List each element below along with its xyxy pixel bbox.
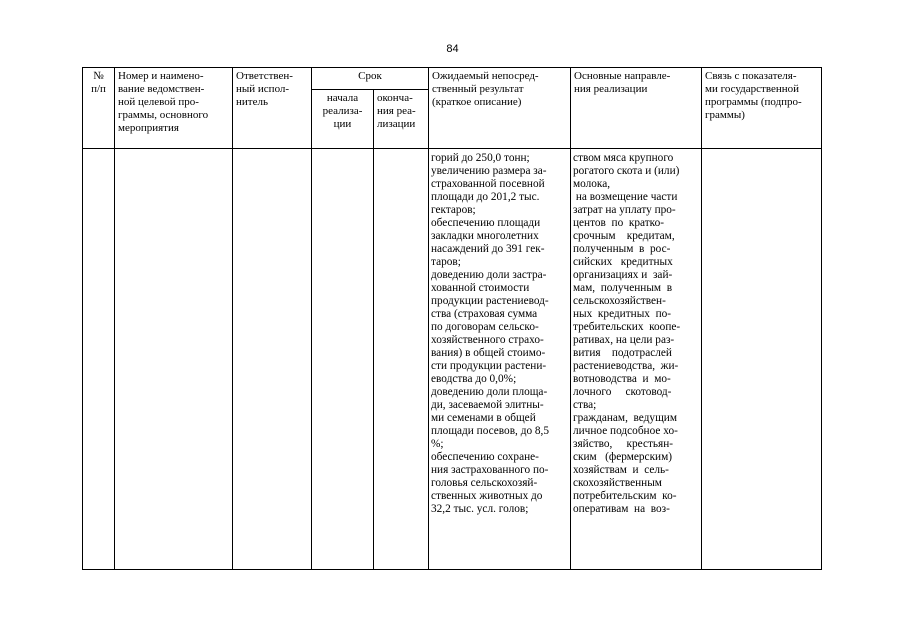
header-period: Срок [312,68,429,90]
cell-number [83,149,115,570]
cell-program [115,149,233,570]
header-link: Связь с показателя- ми государственной программы (подпро- граммы) [702,68,822,149]
cell-period-start [312,149,374,570]
header-number: № п/п [83,68,115,149]
header-period-end: оконча- ния реа- лизации [374,90,429,149]
table-row [83,149,822,570]
header-executor: Ответствен- ный испол- нитель [233,68,312,149]
cell-directions: ством мяса крупного рогатого скота и (или) молока, на возмещение части затрат на уплату про- центов по кратко- срочным кредитам, полученным в рос- сийских кредитных организациях и зай- мам, полученным в сельскохозяйствен- ных кредитных по- требительских коопе- ративах, на цели раз- вития подотраслей растениеводства, жи- вотноводства и мо- лочного скотовод- ства; гражданам, ведущим личное подсобное хо- зяйство, крестьян- ским (фермерским) хозяйствам и сель- скохозяйственным потребительским ко- оперативам на воз- [571,149,702,570]
cell-link [702,149,822,570]
header-program: Номер и наимено- вание ведомствен- ной целевой про- граммы, основного мероприятия [115,68,233,149]
header-period-start: начала реализа- ции [312,90,374,149]
cell-executor [233,149,312,570]
header-directions: Основные направле- ния реализации [571,68,702,149]
page-number: 84 [446,43,459,55]
cell-result: горий до 250,0 тонн; увеличению размера за- страхованной посевной площади до 201,2 тыс. гектаров; обеспечению площади закладки многолетних насаждений до 391 гек- таров; доведению доли застра- хованной стоимости продукции растениевод- ства (страховая сумма по договорам сельско- хозяйственного страхо- вания) в общей стоимо- сти продукции растени- еводства до 0,0%; доведению доли площа- ди, засеваемой элитны- ми семенами в общей площади посевов, до 8,5 %; обеспечению сохране- ния застрахованного по- головья сельскохозяй- ственных животных до 32,2 тыс. усл. голов; [429,149,571,570]
program-table [82,67,822,570]
header-result: Ожидаемый непосред- ственный результат (краткое описание) [429,68,571,149]
cell-period-end [374,149,429,570]
